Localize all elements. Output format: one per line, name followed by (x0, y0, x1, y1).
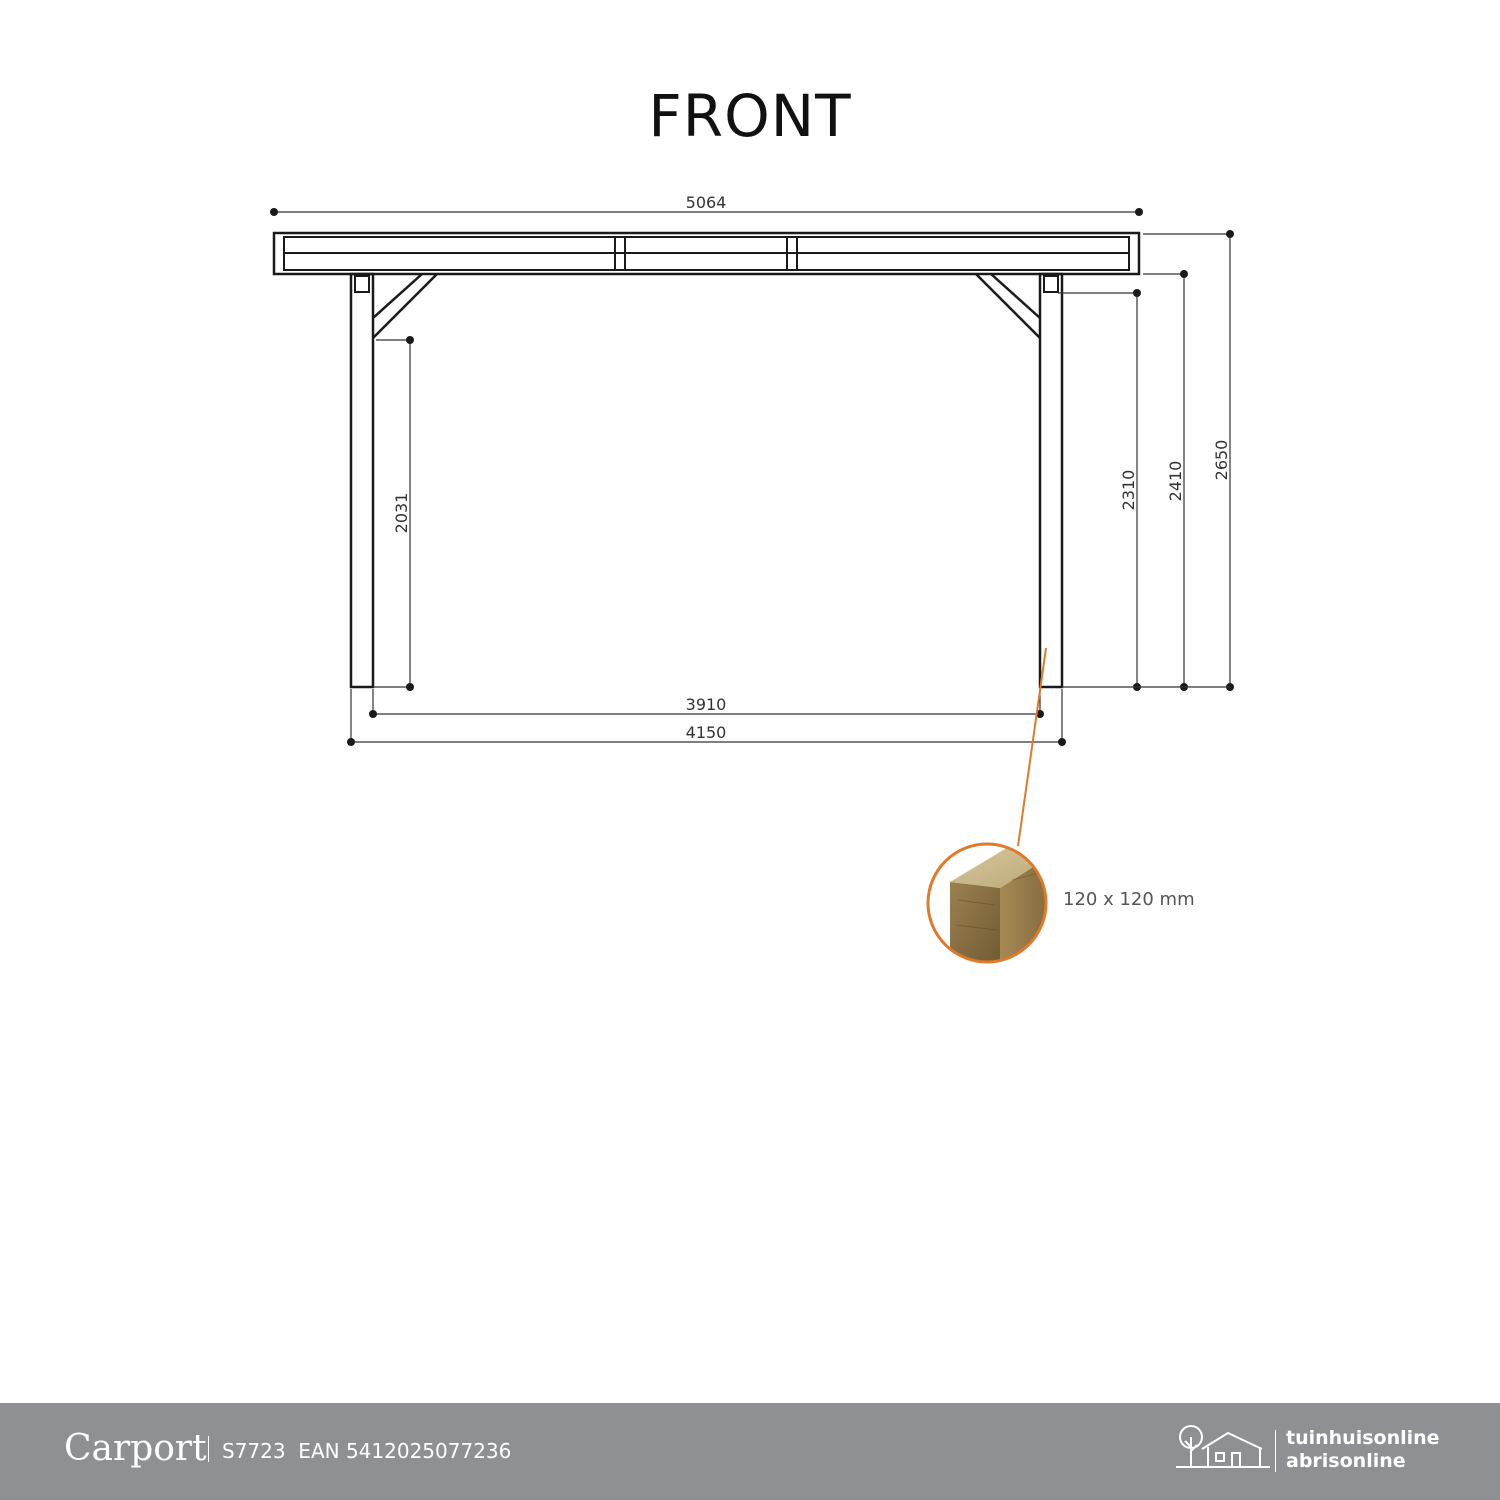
roof (274, 233, 1139, 274)
timber-beam-icon (928, 844, 1060, 970)
left-post-cap (355, 276, 369, 292)
dim-total-height-label: 2650 (1212, 439, 1231, 481)
house-tree-logo-icon (1176, 1417, 1270, 1469)
right-post-cap (1044, 276, 1058, 292)
footer-brand-divider (1275, 1430, 1276, 1472)
beam-size-label: 120 x 120 mm (1063, 889, 1195, 910)
footer-bar (0, 1403, 1500, 1500)
right-post (976, 274, 1062, 687)
footer-brand-line-1: tuinhuisonline (1286, 1427, 1440, 1449)
dim-inner-span-label: 3910 (685, 695, 727, 714)
dim-total-width-label: 5064 (685, 193, 727, 212)
footer-divider (208, 1436, 209, 1462)
beam-callout-line (1018, 648, 1046, 846)
footer-product-code: S7723 EAN 5412025077236 (222, 1439, 512, 1463)
right-brace-lower (976, 274, 1040, 338)
left-post-body (351, 274, 373, 687)
left-brace-lower (373, 274, 437, 338)
dim-clear-height-label: 2031 (392, 492, 411, 534)
footer-brand-line-2: abrisonline (1286, 1450, 1406, 1472)
left-post (351, 274, 437, 687)
page-title: FRONT (648, 82, 852, 150)
dim-roof-bottom-height-label: 2410 (1166, 460, 1185, 502)
right-post-body (1040, 274, 1062, 687)
dim-outer-span-label: 4150 (685, 723, 727, 742)
footer-product-name: Carport (64, 1428, 207, 1469)
dim-beam-height-label: 2310 (1119, 469, 1138, 511)
